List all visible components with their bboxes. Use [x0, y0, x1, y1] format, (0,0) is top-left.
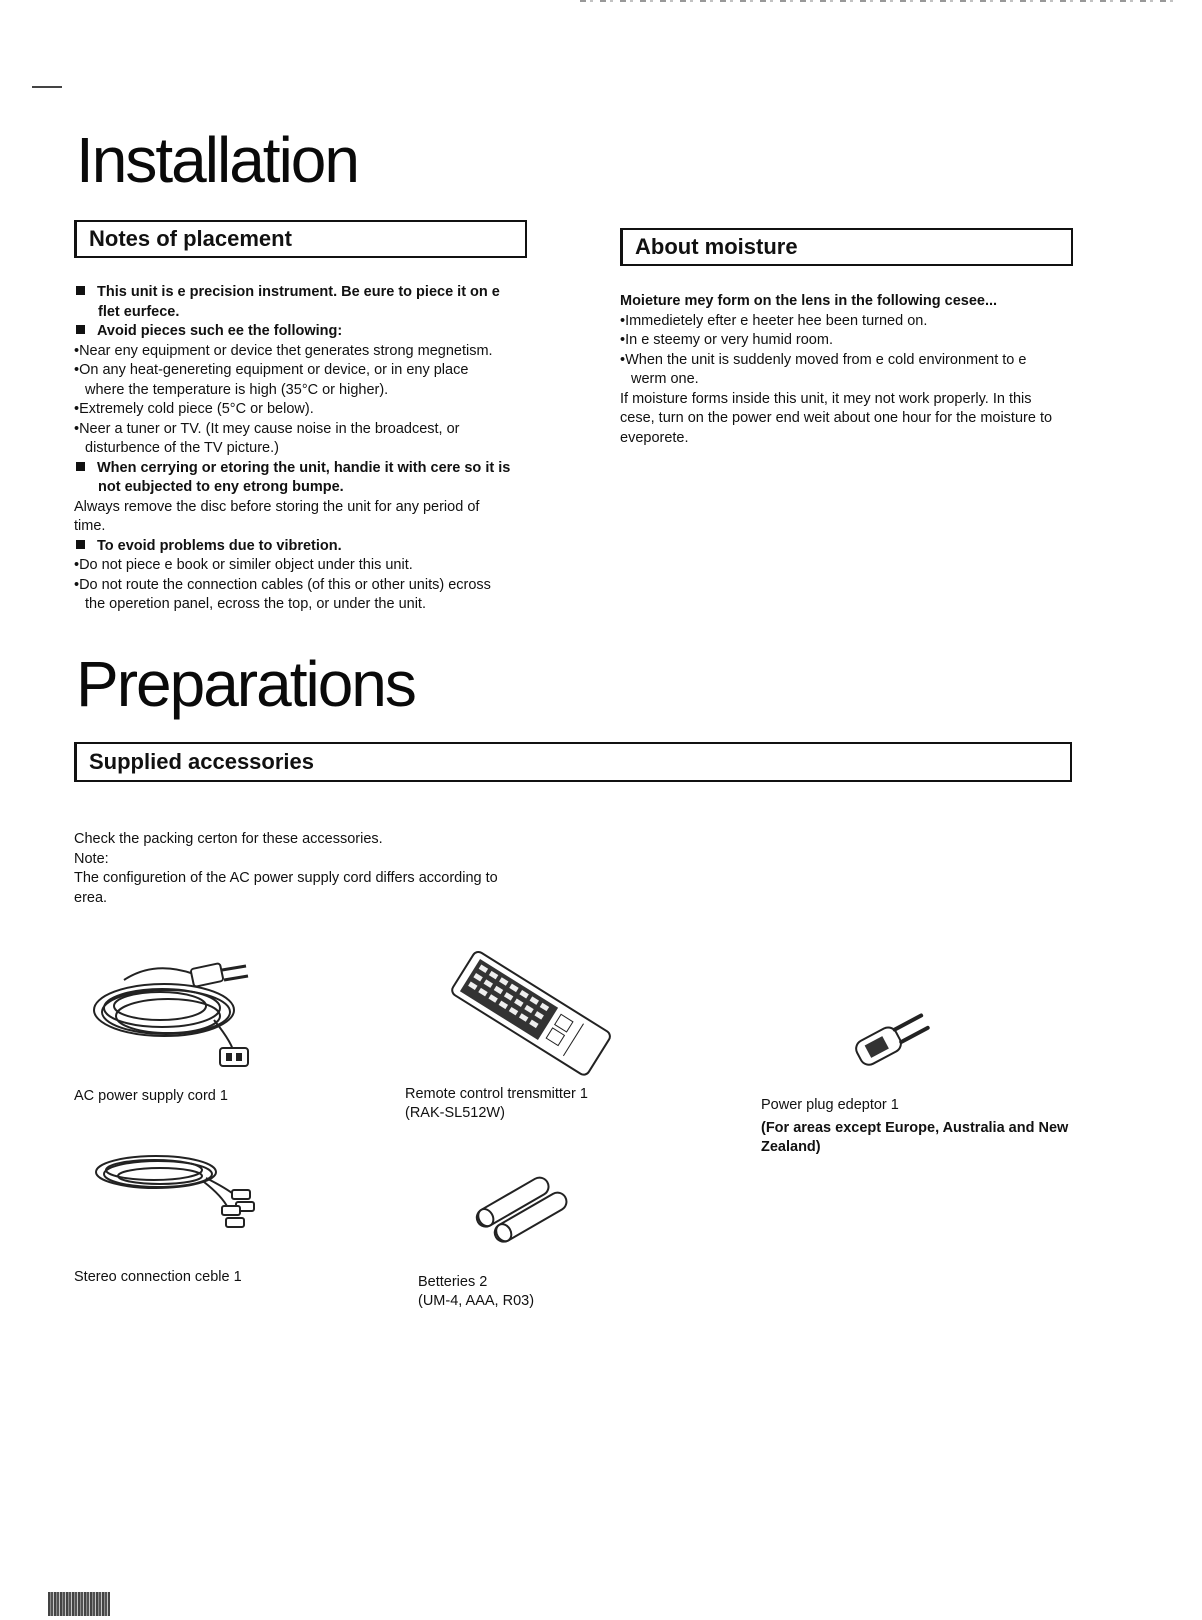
placement-b2b: where the temperature is high (35°C or higher). [85, 381, 389, 398]
about-moisture-heading-label: About moisture [635, 234, 798, 259]
ac-power-cord-image [84, 960, 264, 1070]
placement-b4: •Neer a tuner or TV. (It mey cause noise in the broadcest, or [74, 420, 460, 437]
moisture-p2b: cese, turn on the power end weit about one hour for the moisture to [620, 410, 1053, 426]
supplied-accessories-heading-label: Supplied accessories [89, 749, 314, 774]
stereo-cable-caption: Stereo connection ceble 1 [74, 1269, 242, 1285]
placement-b2: •On any heat-genereting equipment or device, or in eny place [74, 362, 469, 378]
placement-b4b: disturbence of the TV picture.) [85, 440, 279, 456]
placement-p2: Avoid pieces such ee the following: [97, 323, 343, 339]
remote-model: (RAK-SL512W) [405, 1105, 505, 1121]
moisture-p2: If moisture forms inside this unit, it mey not work properly. In this [620, 390, 1032, 407]
placement-b5: •Do not piece e book or similer object under this unit. [74, 557, 413, 573]
moisture-b3: •When the unit is suddenly moved from e cold environment to e [620, 351, 1027, 368]
adaptor-note: (For areas except Europe, Australia and New [761, 1120, 1069, 1136]
adaptor-caption: Power plug edeptor 1 [761, 1097, 899, 1113]
placement-p3b: not eubjected to eny etrong bumpe. [98, 479, 344, 495]
moisture-notes [620, 292, 1080, 448]
moisture-b2: •In e steemy or very humid room. [620, 332, 833, 348]
note-text-cont: erea. [74, 889, 108, 906]
moisture-p1: Moieture mey form on the lens in the following cesee... [620, 293, 998, 309]
scan-edge-top [580, 0, 1180, 2]
scan-mark [32, 86, 62, 88]
note-text: The configuretion of the AC power supply cord differs according to [74, 870, 498, 886]
placement-p4: Always remove the disc before storing the unit for any period of [74, 498, 480, 515]
bullet-square-icon [76, 325, 85, 334]
moisture-p2c: eveporete. [620, 429, 689, 446]
ac-cord-caption: AC power supply cord 1 [74, 1088, 228, 1104]
placement-p4b: time. [74, 518, 106, 534]
notes-of-placement-heading [74, 220, 527, 258]
placement-b3: •Extremely cold piece (5°C or below). [74, 401, 314, 417]
moisture-b1: •Immedietely efter e heeter hee been turned on. [620, 312, 928, 329]
bullet-square-icon [76, 540, 85, 549]
batteries-model: (UM-4, AAA, R03) [418, 1293, 535, 1309]
placement-p1: This unit is e precision instrument. Be eure to piece it on e [97, 284, 500, 300]
placement-p5: To evoid problems due to vibretion. [97, 537, 342, 554]
batteries-image [468, 1175, 578, 1245]
accessories-intro [74, 830, 544, 908]
placement-b6: •Do not route the connection cables (of this or other units) ecross [74, 576, 491, 593]
remote-control-image [440, 950, 620, 1080]
about-moisture-heading [620, 228, 1073, 266]
preparations-title: Preparations [76, 648, 415, 720]
notes-of-placement-heading-label: Notes of placement [89, 226, 292, 251]
adaptor-note-cont: Zealand) [761, 1139, 821, 1155]
bullet-square-icon [76, 286, 85, 295]
placement-p3: When cerrying or etoring the unit, handie it with cere so it is [97, 459, 511, 476]
batteries-caption: Betteries 2 [418, 1274, 488, 1290]
note-label: Note: [74, 850, 109, 867]
installation-title: Installation [76, 124, 358, 196]
power-plug-adaptor-image [845, 1005, 940, 1070]
accessories-intro-text: Check the packing certon for these accessories. [74, 831, 383, 847]
scan-artifact [48, 1592, 110, 1616]
remote-caption: Remote control trensmitter 1 [405, 1086, 588, 1102]
placement-b6b: the operetion panel, ecross the top, or under the unit. [85, 596, 426, 612]
placement-p1b: flet eurfece. [98, 303, 180, 320]
moisture-b3b: werm one. [631, 371, 699, 387]
supplied-accessories-heading [74, 742, 1072, 782]
bullet-square-icon [76, 462, 85, 471]
placement-b1: •Near eny equipment or device thet generates strong megnetism. [74, 342, 493, 359]
stereo-cable-image [86, 1138, 266, 1228]
placement-notes [74, 283, 528, 615]
